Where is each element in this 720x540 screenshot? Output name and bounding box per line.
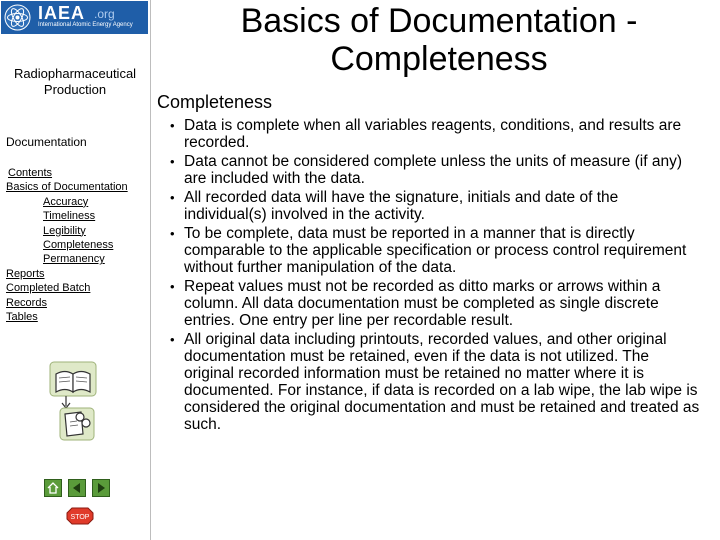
nav-link-reports[interactable]: Reports	[6, 267, 45, 280]
bullet-item: • To be complete, data must be reported in a manner that is directly comparable to the applicable specification or process control requirement without further manipulation of the data.	[170, 225, 702, 276]
logo-subtitle: International Atomic Energy Agency	[38, 22, 133, 28]
bullet-item: • All original data including printouts, recorded values, and other original documentation must be retained, even if the data is not utilized. The original recorded information must be retained no matter where it is documented. For instance, if data is recorded on a lab wipe, the lab wipe is considered the original documentation and must be retained and treated as such.	[170, 331, 702, 433]
slide-title-line2: Completeness	[330, 40, 548, 78]
nav-link-permanency[interactable]: Permanency	[43, 253, 105, 266]
course-title-line2: Production	[43, 82, 107, 97]
slide-subtitle: Completeness	[157, 92, 273, 112]
logo-name: IAEA	[38, 3, 86, 23]
course-title	[0, 66, 150, 98]
book-document-illustration	[48, 360, 100, 444]
bullet-item: • Data is complete when all variables reagents, conditions, and results are recorded.	[170, 117, 702, 151]
nav-link-timeliness[interactable]: Timeliness	[43, 210, 96, 223]
atom-icon	[4, 4, 31, 31]
nav-link-contents[interactable]: Contents	[8, 167, 53, 179]
slide-navigation	[44, 479, 112, 497]
previous-slide-button[interactable]	[68, 479, 86, 497]
sidebar	[0, 0, 151, 540]
iaea-logo[interactable]	[1, 1, 148, 34]
bullet-item: • Data cannot be considered complete unless the units of measure (if any) are included with the data.	[170, 153, 702, 187]
section-title: Documentation	[6, 135, 87, 149]
stop-button-label: STOP	[70, 514, 90, 521]
home-button[interactable]	[44, 479, 62, 497]
nav-link-accuracy[interactable]: Accuracy	[43, 195, 89, 208]
nav-link-records[interactable]: Records	[6, 296, 47, 309]
bullet-item: • Repeat values must not be recorded as ditto marks or arrows within a column. All data documentation must be completed as single discrete entries. One entry per line per recordable result.	[170, 278, 702, 329]
next-slide-button[interactable]	[92, 479, 110, 497]
slide-title	[160, 2, 718, 78]
nav-link-basics-of-documentation[interactable]: Basics of Documentation	[6, 181, 128, 194]
bullet-list	[170, 117, 702, 435]
course-title-line1: Radiopharmaceutical	[13, 66, 137, 81]
nav-link-tables[interactable]: Tables	[6, 311, 38, 324]
nav-link-completeness[interactable]: Completeness	[43, 239, 114, 252]
sidebar-nav	[6, 166, 146, 324]
nav-link-completed-batch[interactable]: Completed Batch	[6, 282, 91, 295]
nav-link-legibility[interactable]: Legibility	[43, 224, 86, 237]
bullet-item: • All recorded data will have the signature, initials and date of the individual(s) involved in the activity.	[170, 189, 702, 223]
logo-org: .org	[94, 7, 115, 21]
stop-button[interactable]	[66, 507, 94, 525]
slide-title-line1: Basics of Documentation -	[240, 2, 638, 40]
